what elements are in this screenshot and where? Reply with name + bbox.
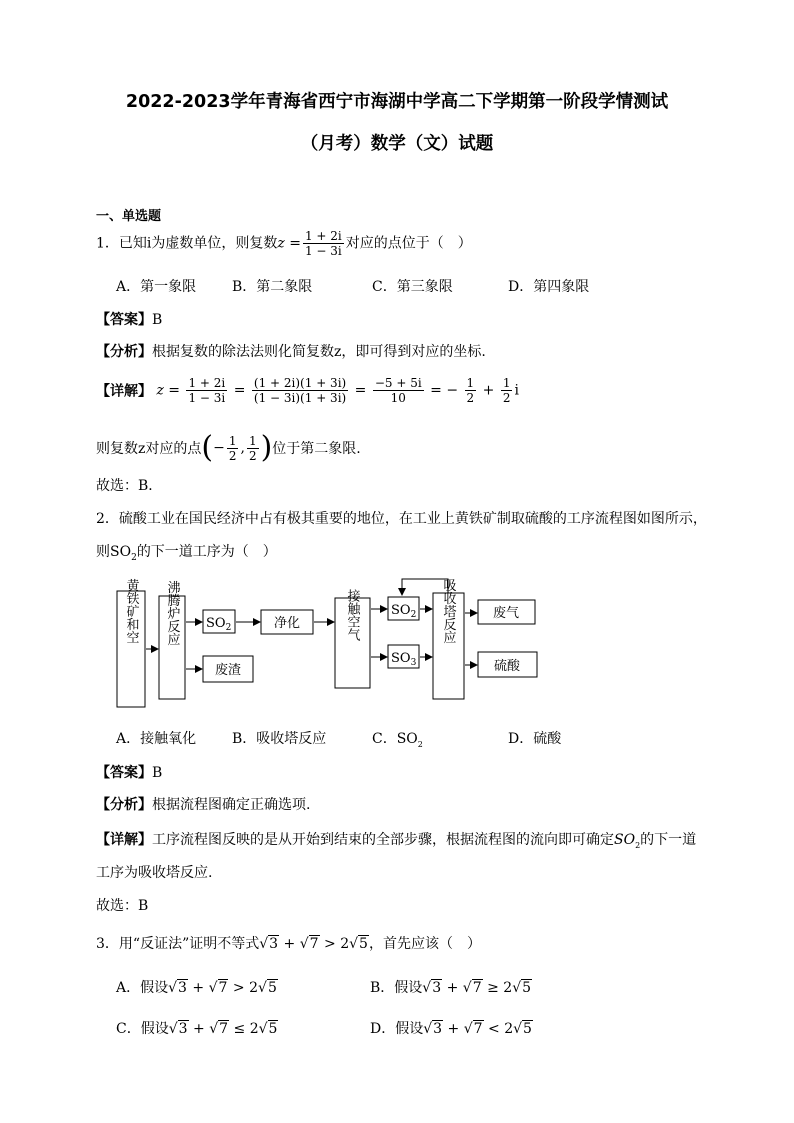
- q1-option-a[interactable]: A．第一象限: [116, 279, 197, 295]
- process-flow-diagram: [112, 573, 552, 713]
- q3-opt-a-r5: 5: [267, 980, 277, 996]
- q1-detail-frac2: [252, 376, 348, 405]
- q3-option-b[interactable]: B．假设√3 + √7 ≥ 2√5: [370, 980, 532, 996]
- q1-point: [96, 430, 361, 465]
- q2-detail-prefix: 工序流程图反映的是从开始到结束的全部步骤，根据流程图的流向即可确定: [152, 832, 614, 848]
- q2-detail-tag: 【详解】: [96, 832, 152, 848]
- q1-point-frac1-num: 1: [228, 433, 237, 448]
- q3-stem-prefix: 3．用“反证法”证明不等式: [96, 936, 260, 952]
- q3-opt-c-r5: 5: [268, 1021, 278, 1037]
- q1-detail-frac3: [373, 376, 424, 405]
- q3-opt-c-r3: 3: [178, 1021, 188, 1037]
- q1-point-frac1: [227, 434, 239, 463]
- q1-detail: [96, 376, 519, 405]
- q2-detail-line1: [96, 829, 696, 850]
- q1-stem-prefix: 1．已知i为虚数单位，则复数: [96, 235, 278, 252]
- q3-option-c[interactable]: C．假设√3 + √7 ≤ 2√5: [116, 1021, 278, 1037]
- q3-opt-b-plus: +: [446, 980, 459, 996]
- q1-detail-half2: [501, 376, 513, 405]
- q2-answer: [96, 762, 162, 782]
- q1-detail-minus: = −: [430, 382, 459, 399]
- page-title-line1: 2022-2023学年青海省西宁市海湖中学高二下学期第一阶段学情测试: [125, 92, 669, 112]
- q3-opt-d-r5: 5: [523, 1021, 532, 1037]
- q3-stem: 3．用“反证法”证明不等式√3 + √7 > 2√5，首先应该（ ）: [96, 936, 481, 952]
- q1-point-frac2: [247, 434, 259, 463]
- q3-opt-b-r3: 3: [432, 980, 442, 996]
- q1-answer: [96, 309, 162, 329]
- q1-detail-eq1: =: [233, 382, 246, 399]
- q1-answer-value: B: [152, 312, 163, 328]
- q2-choose: 故选：B: [96, 898, 149, 914]
- q2-option-c[interactable]: [372, 728, 423, 749]
- box-sulfuric-acid-label: 硫酸: [493, 659, 521, 674]
- q1-answer-tag: 【答案】: [96, 312, 152, 328]
- q2-analysis-text: 根据流程图确定正确选项.: [152, 797, 311, 813]
- section-heading: 一、单选题: [96, 209, 162, 224]
- q1-detail-frac3-den: 10: [390, 391, 406, 405]
- q2-detail-suffix: 的下一道: [640, 832, 697, 848]
- q2-detail-so: SO: [614, 832, 636, 848]
- q3-opt-d-r3: 3: [433, 1021, 443, 1037]
- q1-point-frac2-num: 1: [248, 433, 257, 448]
- q1-detail-half1: [465, 376, 477, 405]
- q3-opt-d-plus: +: [447, 1021, 460, 1037]
- q3-opt-b-label: B．假设: [370, 980, 423, 996]
- q2-stem-so-sub: 2: [131, 552, 137, 563]
- q3-stem-plus: +: [283, 936, 296, 952]
- q1-analysis-tag: 【分析】: [96, 344, 152, 360]
- q1-point-paren-left: (: [201, 430, 214, 465]
- q3-opt-d-rel: <: [488, 1021, 500, 1037]
- box-so3-sub: 3: [410, 658, 417, 668]
- q3-stem-suffix: ，首先应该（ ）: [368, 936, 481, 952]
- q3-stem-r3: 3: [269, 936, 279, 952]
- q1-point-minus: −: [213, 440, 225, 456]
- q1-frac-den: 1 − 3i: [304, 244, 342, 258]
- page-title-line2: （月考）数学（文）试题: [300, 134, 494, 154]
- q2-analysis-tag: 【分析】: [96, 797, 152, 813]
- q1-detail-eq2: =: [354, 382, 367, 399]
- q1-detail-z: z =: [156, 382, 181, 399]
- q3-opt-d-r7: 7: [473, 1021, 483, 1037]
- q1-analysis-text: 根据复数的除法法则化简复数z，即可得到对应的坐标.: [152, 344, 486, 360]
- q3-opt-a-r7: 7: [218, 980, 228, 996]
- q1-detail-frac1: [186, 376, 227, 405]
- q2-stem-suffix: 的下一道工序为（ ）: [136, 544, 277, 560]
- q3-opt-a-rel: >: [232, 980, 245, 996]
- q3-opt-c-rel: ≤: [233, 1021, 246, 1037]
- q3-opt-a-plus: +: [192, 980, 205, 996]
- q1-detail-i: i: [514, 382, 519, 399]
- q3-option-d[interactable]: D．假设√3 + √7 < 2√5: [370, 1021, 532, 1037]
- box-so2-a-text: SO: [206, 616, 226, 631]
- q3-stem-r5: 5: [359, 936, 368, 952]
- q3-option-a[interactable]: A．假设√3 + √7 > 2√5: [116, 980, 277, 996]
- q3-opt-c-two: 2: [249, 1021, 259, 1037]
- q1-point-prefix: 则复数z对应的点: [96, 441, 202, 457]
- q3-opt-c-plus: +: [193, 1021, 205, 1037]
- q2-option-b[interactable]: B．吸收塔反应: [232, 731, 327, 747]
- q1-point-comma: ,: [240, 440, 245, 456]
- q1-point-frac2-den: 2: [248, 448, 257, 463]
- q1-detail-frac3-num: −5 + 5i: [374, 376, 422, 390]
- q3-opt-a-two: 2: [249, 980, 259, 996]
- q3-opt-b-r5: 5: [522, 980, 532, 996]
- box-absorber-label: 吸收塔反应: [440, 578, 456, 644]
- q2-answer-tag: 【答案】: [96, 765, 152, 781]
- q2-stem-line2: [96, 541, 277, 563]
- q3-stem-r7: 7: [309, 936, 319, 952]
- q3-stem-rel: >: [324, 936, 336, 952]
- q1-detail-half2-num: 1: [502, 376, 511, 390]
- q2-detail-so-sub: 2: [635, 840, 641, 850]
- q1-option-b[interactable]: B．第二象限: [232, 279, 313, 295]
- q1-detail-half1-num: 1: [466, 376, 475, 390]
- q1-stem-z: z =: [277, 235, 301, 252]
- q2-detail-line2: 工序为吸收塔反应.: [96, 865, 213, 881]
- q3-opt-d-two: 2: [504, 1021, 514, 1037]
- q1-detail-frac1-num: 1 + 2i: [188, 376, 226, 390]
- box-so2-a-sub: 2: [225, 623, 232, 633]
- q2-answer-value: B: [152, 765, 163, 781]
- q1-detail-frac2-den: (1 − 3i)(1 + 3i): [253, 391, 347, 405]
- q3-opt-c-r7: 7: [219, 1021, 229, 1037]
- box-furnace-label: 沸腾炉反应: [164, 580, 180, 646]
- q1-option-c[interactable]: C．第三象限: [372, 279, 453, 295]
- q3-opt-a-r3: 3: [178, 980, 187, 996]
- q1-detail-frac2-num: (1 + 2i)(1 + 3i): [253, 376, 347, 390]
- box-contact-air-label: 接触空气: [344, 589, 360, 641]
- q3-opt-b-rel: ≥: [487, 980, 499, 996]
- q3-opt-c-label: C．假设: [116, 1021, 169, 1037]
- q3-opt-a-label: A．假设: [116, 980, 169, 996]
- q2-analysis: [96, 794, 310, 814]
- q1-stem: [96, 229, 472, 258]
- q1-detail-tag: 【详解】: [96, 383, 152, 400]
- box-purify-label: 净化: [273, 616, 301, 631]
- q2-stem-line1: 2．硫酸工业在国民经济中占有极其重要的地位，在工业上黄铁矿制取硫酸的工序流程图如图所示，: [96, 511, 707, 527]
- q1-point-frac1-den: 2: [228, 448, 237, 463]
- box-so2-b-text: SO: [391, 603, 411, 618]
- q3-opt-b-two: 2: [503, 980, 513, 996]
- q1-stem-suffix: 对应的点位于（ ）: [345, 235, 472, 252]
- q1-option-d[interactable]: D．第四象限: [508, 279, 590, 295]
- q3-stem-two: 2: [340, 936, 350, 952]
- q2-option-d[interactable]: D．硫酸: [508, 731, 562, 747]
- q2-option-c-sub: 2: [417, 739, 423, 749]
- box-so3-text: SO: [391, 651, 411, 666]
- q1-detail-frac1-den: 1 − 3i: [188, 391, 226, 405]
- box-so2-b-sub: 2: [410, 610, 417, 620]
- q2-stem-so: 则SO: [96, 544, 132, 560]
- q1-frac-num: 1 + 2i: [304, 229, 342, 243]
- box-slag-label: 废渣: [214, 663, 242, 678]
- q2-option-c-text: C．SO: [372, 731, 418, 747]
- q1-detail-plus: +: [482, 382, 495, 399]
- q3-opt-d-label: D．假设: [370, 1021, 424, 1037]
- box-waste-gas-label: 废气: [492, 606, 520, 621]
- q1-choose: 故选：B．: [96, 478, 163, 494]
- q2-option-a[interactable]: A．接触氧化: [116, 731, 197, 747]
- q1-point-suffix: 位于第二象限.: [272, 441, 361, 457]
- q1-detail-half1-den: 2: [466, 391, 475, 405]
- q3-opt-b-r7: 7: [472, 980, 482, 996]
- q1-point-paren-right: ): [260, 430, 273, 465]
- q1-detail-half2-den: 2: [502, 391, 511, 405]
- box-pyrite-air-label: 黄铁矿和空: [123, 578, 139, 644]
- q1-stem-fraction: [303, 229, 344, 258]
- q1-analysis: [96, 341, 486, 361]
